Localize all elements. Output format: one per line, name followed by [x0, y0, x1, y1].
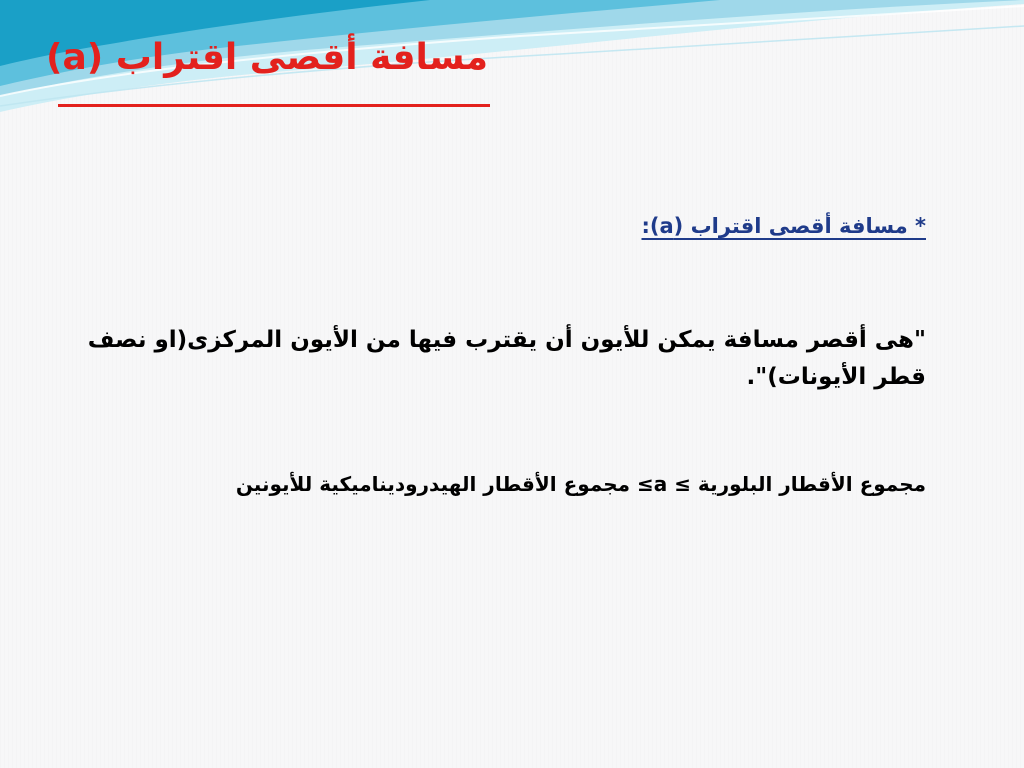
page-title: مسافة أقصى اقتراب (a) — [46, 37, 488, 78]
definition-heading: * مسافة أقصى اقتراب (a): — [641, 214, 926, 238]
relation-text: مجموع الأقطار البلورية ≥ a≥ مجموع الأقطار الهيدروديناميكية للأيونين — [235, 472, 926, 496]
definition-text: "هى أقصر مسافة يمكن للأيون أن يقترب فيها من الأيون المركزى(او نصف قطر الأيونات)". — [87, 327, 926, 390]
title-underline — [58, 104, 490, 107]
